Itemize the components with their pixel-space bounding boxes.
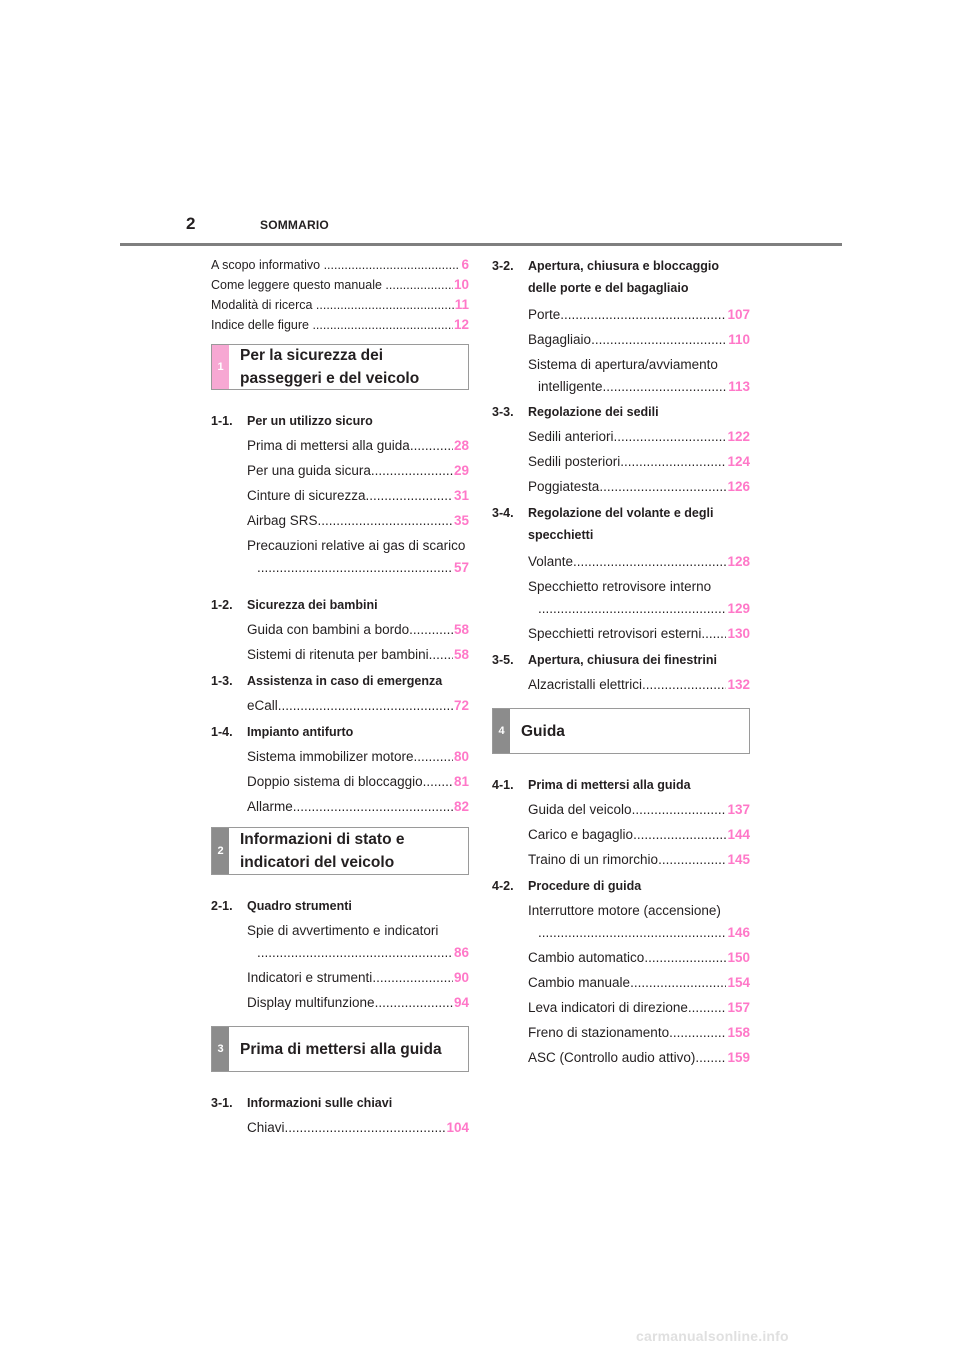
section-2-1 — [211, 893, 469, 1015]
toc-entry[interactable]: Sedili anteriori ..... 122 — [528, 424, 750, 449]
chapter-3-heading[interactable] — [211, 1026, 469, 1072]
page-link[interactable]: 82 — [453, 799, 469, 814]
toc-entry[interactable]: Cambio manuale ..... 154 — [528, 970, 750, 995]
page-link[interactable]: 159 — [727, 1050, 750, 1065]
page-link[interactable]: 107 — [727, 307, 750, 322]
toc-entry[interactable]: Prima di mettersi alla guida ..... 28 — [247, 433, 469, 458]
toc-entry[interactable]: eCall ..... 72 — [247, 693, 469, 718]
page-link[interactable]: 57 — [453, 560, 469, 575]
page-link[interactable]: 80 — [453, 749, 469, 764]
section-4-2 — [492, 873, 750, 1070]
page-link[interactable]: 132 — [727, 677, 750, 692]
toc-entry[interactable]: Spie di avvertimento e indicatori ..... 86 — [247, 918, 469, 965]
page-link[interactable]: 126 — [727, 479, 750, 494]
toc-entry[interactable]: Freno di stazionamento ..... 158 — [528, 1020, 750, 1045]
toc-entry[interactable]: Display multifunzione ..... 94 — [247, 990, 469, 1015]
page-link[interactable]: 28 — [453, 438, 469, 453]
page-link[interactable]: 146 — [727, 925, 750, 940]
watermark: carmanualsonline.info — [636, 1328, 789, 1344]
page-link[interactable]: 137 — [727, 802, 750, 817]
page-link[interactable]: 158 — [727, 1025, 750, 1040]
page-link[interactable]: 157 — [727, 1000, 750, 1015]
section-heading[interactable]: 3-4. Regolazione del volante e degli specchietti — [492, 506, 714, 542]
toc-intro-item[interactable]: A scopo informativo ..... 6 — [211, 255, 469, 275]
section-3-2 — [492, 253, 750, 399]
toc-entry[interactable]: Doppio sistema di bloccaggio ..... 81 — [247, 769, 469, 794]
toc-entry[interactable]: Indicatori e strumenti ..... 90 — [247, 965, 469, 990]
section-4-1 — [492, 772, 750, 872]
page-link[interactable]: 86 — [453, 945, 469, 960]
page-link[interactable]: 150 — [727, 950, 750, 965]
section-1-1 — [211, 408, 469, 580]
section-heading[interactable]: 1-4. Impianto antifurto — [211, 724, 354, 739]
toc-entry[interactable]: Sistemi di ritenuta per bambini ..... 58 — [247, 642, 469, 667]
section-heading[interactable]: 1-3. Assistenza in caso di emergenza — [211, 673, 443, 688]
page-link[interactable]: 90 — [453, 970, 469, 985]
toc-left-column — [211, 255, 469, 1140]
section-heading[interactable]: 4-1. Prima di mettersi alla guida — [492, 777, 691, 792]
section-heading[interactable]: 1-2. Sicurezza dei bambini — [211, 597, 378, 612]
section-3-5 — [492, 647, 750, 697]
toc-entry[interactable]: Airbag SRS ..... 35 — [247, 508, 469, 533]
section-heading[interactable]: 4-2. Procedure di guida — [492, 878, 642, 893]
page-link[interactable]: 128 — [727, 554, 750, 569]
page-link[interactable]: 94 — [453, 995, 469, 1010]
toc-entry[interactable]: ASC (Controllo audio attivo) ..... 159 — [528, 1045, 750, 1070]
toc-entry[interactable]: Leva indicatori di direzione ..... 157 — [528, 995, 750, 1020]
chapter-tab: 1 — [212, 345, 229, 389]
toc-entry[interactable]: Per una guida sicura ..... 29 — [247, 458, 469, 483]
chapter-title: Prima di mettersi alla guida — [240, 1040, 442, 1058]
page-link[interactable]: 10 — [453, 277, 469, 292]
section-heading[interactable]: 3-5. Apertura, chiusura dei finestrini — [492, 652, 717, 667]
toc-entry[interactable]: Sistema di apertura/avviamento intelligente ..... 113 — [528, 352, 750, 399]
page-link[interactable]: 122 — [727, 429, 750, 444]
chapter-2-heading[interactable] — [211, 827, 469, 875]
chapter-tab: 2 — [212, 828, 229, 874]
header-divider — [120, 243, 842, 246]
section-heading[interactable]: 1-1. Per un utilizzo sicuro — [211, 413, 373, 428]
page-link[interactable]: 58 — [453, 647, 469, 662]
section-1-4 — [211, 719, 469, 819]
toc-right-column — [492, 255, 750, 1070]
section-heading[interactable]: 2-1. Quadro strumenti — [211, 898, 352, 913]
toc-entry[interactable]: Guida con bambini a bordo ..... 58 — [247, 617, 469, 642]
toc-entry[interactable]: Sedili posteriori ..... 124 — [528, 449, 750, 474]
toc-intro-item[interactable]: Come leggere questo manuale ..... 10 — [211, 275, 469, 295]
chapter-title: Per la sicurezza dei passeggeri e del veicolo — [240, 347, 420, 387]
page-header-title: SOMMARIO — [260, 218, 329, 232]
page-link[interactable]: 144 — [727, 827, 750, 842]
chapter-1-heading[interactable] — [211, 344, 469, 390]
toc-entry[interactable]: Carico e bagaglio ..... 144 — [528, 822, 750, 847]
section-3-1 — [211, 1090, 469, 1140]
page-link[interactable]: 31 — [453, 488, 469, 503]
chapter-4-heading[interactable] — [492, 708, 750, 754]
toc-entry[interactable]: Bagagliaio ..... 110 — [528, 327, 750, 352]
toc-entry[interactable]: Cinture di sicurezza ..... 31 — [247, 483, 469, 508]
toc-entry[interactable]: Porte ..... 107 — [528, 302, 750, 327]
toc-entry[interactable]: Guida del veicolo ..... 137 — [528, 797, 750, 822]
section-heading[interactable]: 3-3. Regolazione dei sedili — [492, 404, 659, 419]
toc-entry[interactable]: Traino di un rimorchio ..... 145 — [528, 847, 750, 872]
page-link[interactable]: 130 — [727, 626, 750, 641]
section-heading[interactable]: 3-1. Informazioni sulle chiavi — [211, 1095, 393, 1110]
section-3-4 — [492, 500, 750, 646]
chapter-tab: 4 — [493, 709, 510, 753]
page-link[interactable]: 12 — [453, 317, 469, 332]
section-3-3 — [492, 399, 750, 499]
toc-intro-item[interactable]: Indice delle figure ..... 12 — [211, 315, 469, 335]
page-link[interactable]: 58 — [453, 622, 469, 637]
page-link[interactable]: 72 — [453, 698, 469, 713]
page-link[interactable]: 145 — [727, 852, 750, 867]
toc-entry[interactable]: Specchietto retrovisore interno ..... 129 — [528, 574, 750, 621]
page-link[interactable]: 104 — [446, 1120, 469, 1135]
page-link[interactable]: 6 — [461, 257, 469, 272]
section-1-3 — [211, 668, 469, 718]
page-link[interactable]: 129 — [727, 601, 750, 616]
toc-entry[interactable]: Precauzioni relative ai gas di scarico ..... 57 — [247, 533, 469, 580]
toc-entry[interactable]: Sistema immobilizer motore ..... 80 — [247, 744, 469, 769]
page-link[interactable]: 81 — [453, 774, 469, 789]
section-1-2 — [211, 592, 469, 667]
page-link[interactable]: 124 — [727, 454, 750, 469]
page-number: 2 — [186, 214, 196, 233]
page-link[interactable]: 11 — [454, 297, 469, 312]
chapter-tab: 3 — [212, 1027, 229, 1071]
page-link[interactable]: 29 — [453, 463, 469, 478]
toc-entry[interactable]: Cambio automatico ..... 150 — [528, 945, 750, 970]
toc-entry[interactable]: Chiavi ..... 104 — [247, 1115, 469, 1140]
section-heading[interactable]: 3-2. Apertura, chiusura e bloccaggio delle porte e del bagagliaio — [492, 259, 720, 295]
toc-entry[interactable]: Volante ..... 128 — [528, 549, 750, 574]
chapter-title: Informazioni di stato e indicatori del veicolo — [240, 831, 405, 871]
toc-entry[interactable]: Specchietti retrovisori esterni ..... 130 — [528, 621, 750, 646]
chapter-title: Guida — [521, 722, 565, 740]
toc-entry[interactable]: Alzacristalli elettrici ..... 132 — [528, 672, 750, 697]
toc-intro-item[interactable]: Modalità di ricerca ..... 11 — [211, 295, 469, 315]
page-link[interactable]: 113 — [728, 379, 750, 394]
toc-entry[interactable]: Interruttore motore (accensione) ..... 146 — [528, 898, 750, 945]
page-link[interactable]: 35 — [453, 513, 469, 528]
toc-entry[interactable]: Allarme ..... 82 — [247, 794, 469, 819]
page-link[interactable]: 154 — [727, 975, 750, 990]
toc-entry[interactable]: Poggiatesta ..... 126 — [528, 474, 750, 499]
page-link[interactable]: 110 — [728, 332, 750, 347]
